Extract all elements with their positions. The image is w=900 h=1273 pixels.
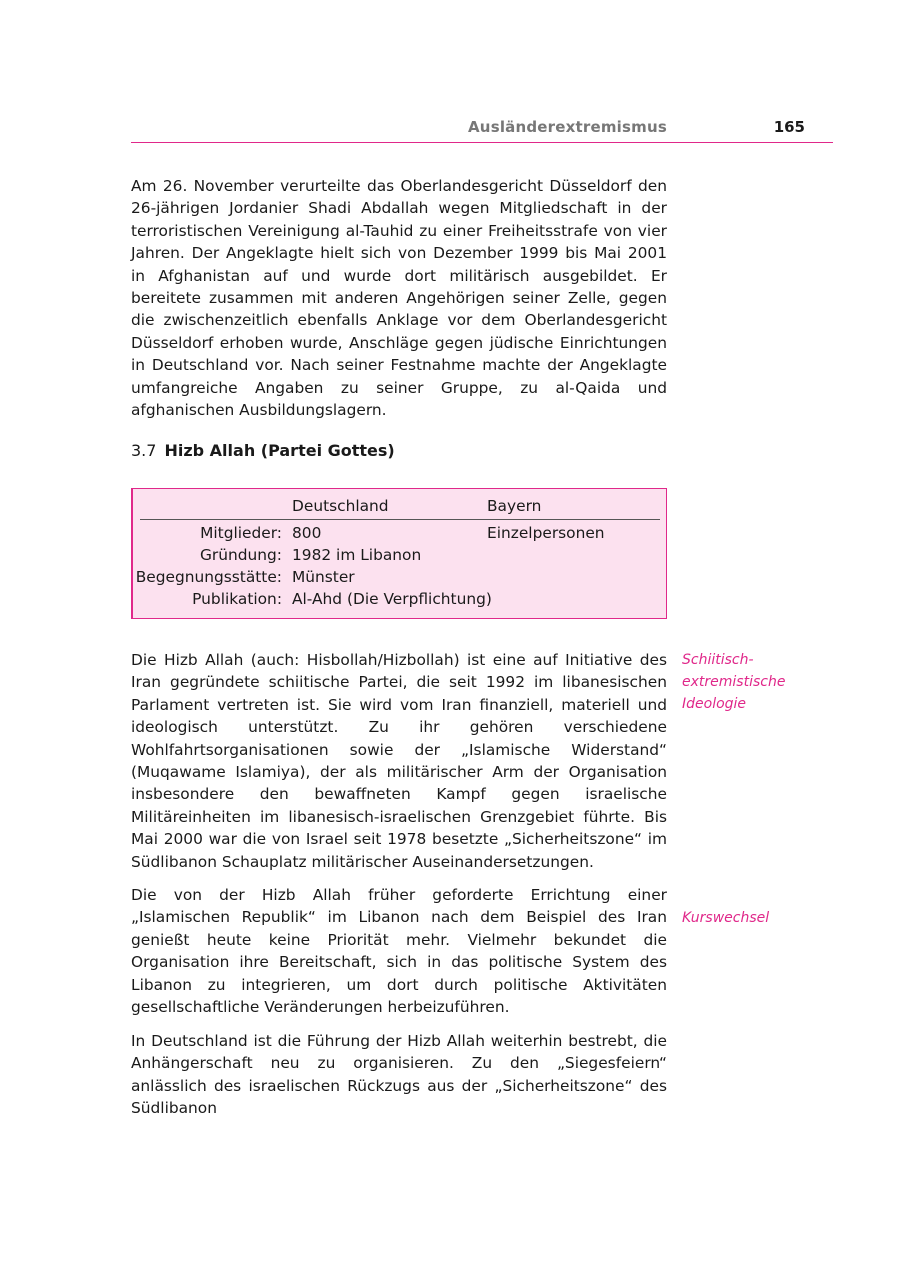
column-header-germany: Deutschland — [292, 497, 389, 515]
fact-box-header-row — [133, 495, 666, 517]
section-title: Hizb Allah (Partei Gottes) — [164, 441, 395, 460]
fact-value-germany: Münster — [292, 568, 355, 586]
fact-value-germany: Al-Ahd (Die Verpflichtung) — [292, 590, 492, 608]
fact-box-row — [133, 544, 666, 566]
page-number: 165 — [773, 118, 805, 136]
running-header — [131, 116, 833, 143]
fact-value-bavaria: Einzelpersonen — [487, 524, 605, 542]
fact-box-divider — [140, 519, 660, 520]
intro-paragraph: Am 26. November verurteilte das Oberlandesgericht Düsseldorf den 26-jährigen Jordanier Shadi Abdallah wegen Mitgliedschaft in der terroristischen Vereinigung al-Tauhid zu einer Freiheitsstrafe von vier Jahren. Der Angeklagte hielt sich von Dezember 1999 bis Mai 2001 in Afghanistan auf und wurde dort militärisch ausgebildet. Er bereitete zusammen mit anderen Angehörigen seiner Zelle, gegen die zwischenzeitlich ebenfalls Anklage vor dem Oberlandesgericht Düsseldorf erhoben wurde, Anschläge gegen jüdische Einrichtungen in Deutschland vor. Nach seiner Festnahme machte der Angeklagte umfangreiche Angaben zu seiner Gruppe, zu al-Qaida und afghanischen Ausbildungslagern. — [131, 177, 667, 420]
margin-note: Kurswechsel — [682, 910, 770, 926]
margin-note: Schiitisch-extremistische Ideologie — [682, 652, 786, 712]
fact-label: Mitglieder: — [200, 524, 282, 542]
fact-box-row — [133, 566, 666, 588]
fact-box-row — [133, 522, 666, 544]
body-paragraph: Die von der Hizb Allah früher geforderte Errichtung einer „Islamischen Republik“ im Libanon nach dem Beispiel des Iran genießt heute keine Priorität mehr. Vielmehr bekundet die Organisation ihre Bereitschaft, sich in das politische System des Libanon zu integrieren, um dort durch politische Aktivitäten gesellschaftliche Veränderungen herbeizuführen. — [131, 886, 667, 1017]
fact-label: Publikation: — [192, 590, 282, 608]
column-header-bavaria: Bayern — [487, 497, 542, 515]
section-heading — [131, 441, 395, 460]
fact-label: Begegnungsstätte: — [135, 568, 282, 586]
fact-label: Gründung: — [200, 546, 282, 564]
fact-value-germany: 1982 im Libanon — [292, 546, 422, 564]
fact-value-germany: 800 — [292, 524, 322, 542]
fact-box-row — [133, 588, 666, 610]
body-paragraph: Die Hizb Allah (auch: Hisbollah/Hizbollah) ist eine auf Initiative des Iran gegründete schiitische Partei, die seit 1992 im libanesischen Parlament vertreten ist. Sie wird vom Iran finanziell, materiell und ideologisch unterstützt. Zu ihr gehören verschiedene Wohlfahrtsorganisationen sowie der „Islamische Widerstand“ (Muqawame Islamiya), der als militärischer Arm der Organisation insbesondere den bewaffneten Kampf gegen israelische Militäreinheiten im libanesisch-israelischen Grenzgebiet führte. Bis Mai 2000 war die von Israel seit 1978 besetzte „Sicherheitszone“ im Südlibanon Schauplatz militärischer Auseinandersetzungen. — [131, 651, 667, 871]
section-number: 3.7 — [131, 441, 157, 460]
running-header-title: Ausländerextremismus — [468, 118, 667, 136]
body-paragraph: In Deutschland ist die Führung der Hizb Allah weiterhin bestrebt, die Anhängerschaft neu zu organisieren. Zu den „Siegesfeiern“ anlässlich des israelischen Rückzugs aus der „Sicherheitszone“ des Südlibanon — [131, 1032, 667, 1118]
fact-box — [131, 488, 667, 619]
